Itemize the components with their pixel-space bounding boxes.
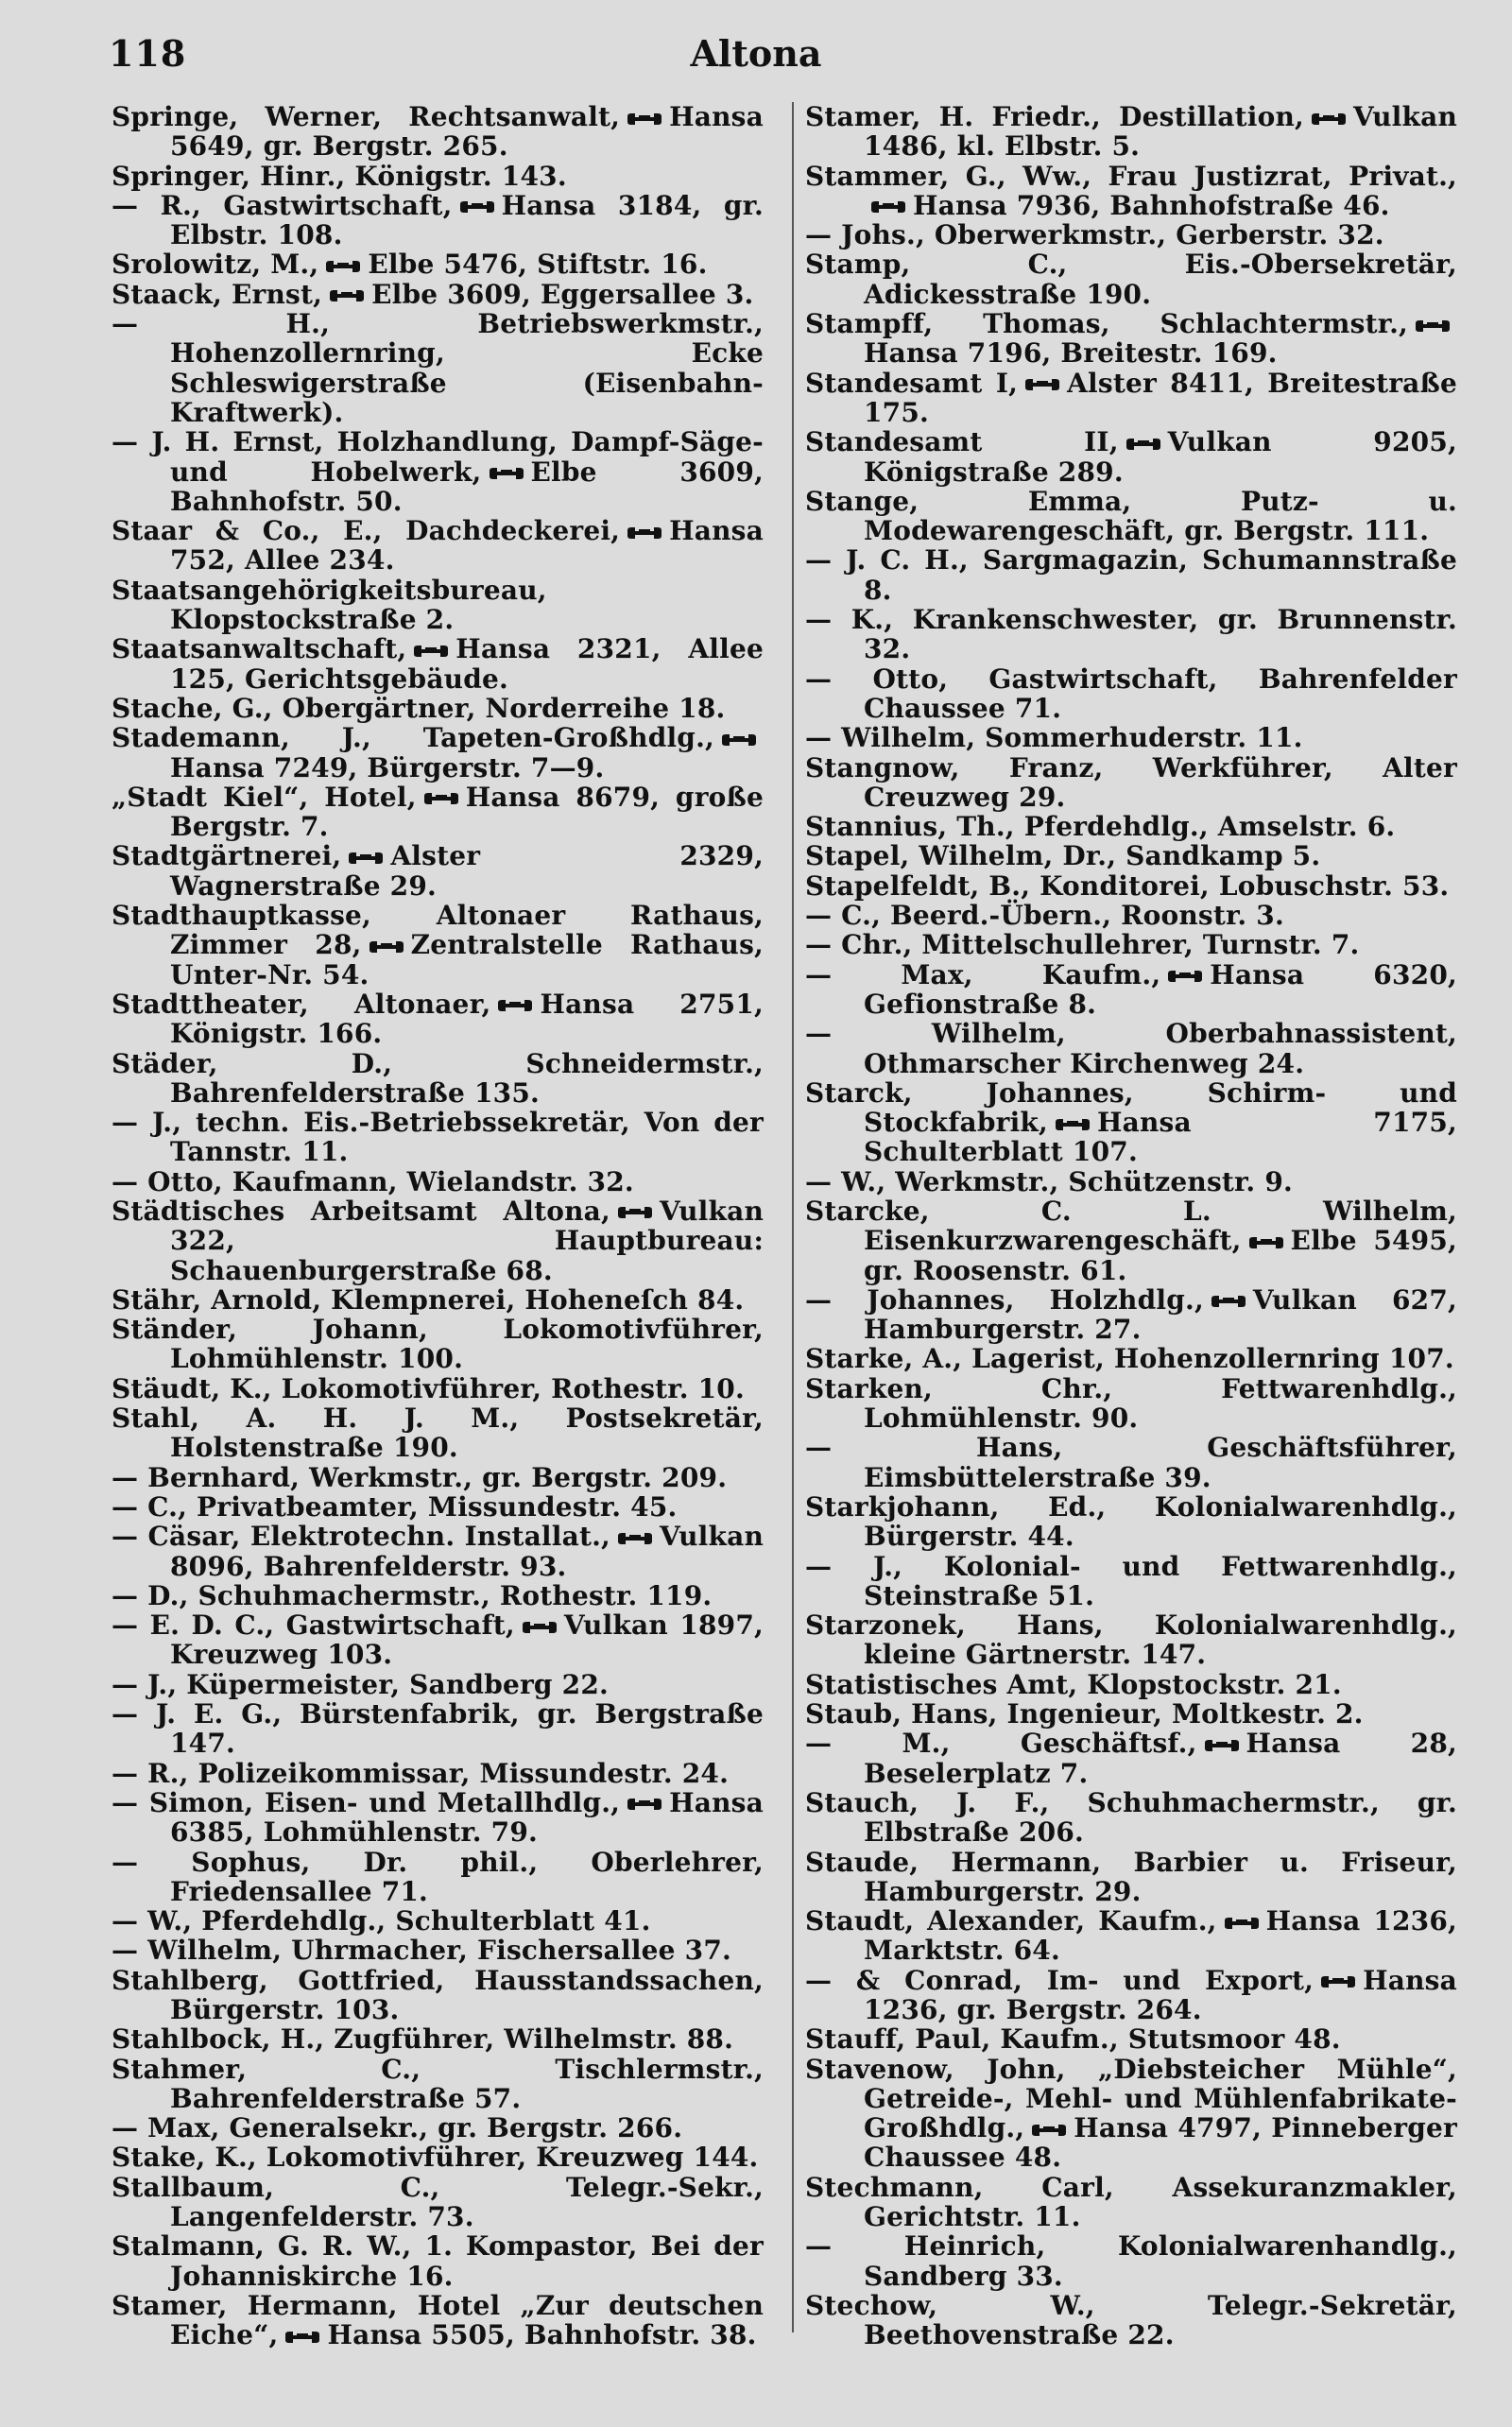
directory-entry: Springe, Werner, Rechtsanwalt, Hansa 5649, gr. Bergstr. 265.	[112, 101, 764, 163]
directory-entry: — J., Küpermeister, Sandberg 22.	[112, 1668, 609, 1700]
directory-entry: Stake, K., Lokomotivführer, Kreuzweg 144.	[112, 2142, 759, 2174]
telephone-icon	[1210, 1295, 1247, 1308]
directory-entry: — Max, Kaufm., Hansa 6320, Gefionstraße 8.	[805, 958, 1457, 1020]
directory-entry: — Sophus, Dr. phil., Oberlehrer, Friedensallee 71.	[112, 1846, 764, 1907]
telephone-icon	[1247, 1236, 1285, 1249]
telephone-icon	[616, 1532, 654, 1545]
directory-entry: — J., techn. Eis.-Betriebssekretär, Von der Tannstr. 11.	[112, 1107, 764, 1168]
telephone-icon	[1414, 319, 1452, 333]
directory-entry: Stapelfeldt, B., Konditorei, Lobuschstr. 53.	[805, 869, 1450, 902]
directory-entry: Stamp, C., Eis.-Obersekretär, Adickesstraße 190.	[805, 249, 1457, 310]
telephone-icon	[1125, 438, 1162, 451]
telephone-icon	[720, 733, 758, 747]
telephone-icon	[1166, 970, 1204, 983]
telephone-icon	[422, 792, 460, 805]
directory-entry: Stavenow, John, „Diebsteicher Mühle“, Getreide-, Mehl- und Mühlenfabrikate-Großhdlg., Hansa 4797, Pinneberger Chaussee 48.	[805, 2053, 1457, 2174]
left-column	[112, 102, 764, 2350]
telephone-icon	[616, 1206, 654, 1219]
directory-entry: — W., Werkmstr., Schützenstr. 9.	[805, 1165, 1293, 1197]
telephone-icon	[1310, 112, 1348, 126]
directory-entry: Städer, D., Schneidermstr., Bahrenfelderstraße 135.	[112, 1047, 764, 1109]
directory-entry: Staar & Co., E., Dachdeckerei, Hansa 752, Allee 234.	[112, 515, 764, 577]
telephone-icon	[869, 200, 907, 214]
directory-entry: — Max, Generalsekr., gr. Bergstr. 266.	[112, 2112, 683, 2144]
directory-entry: — Simon, Eisen- und Metallhdlg., Hansa 6385, Lohmühlenstr. 79.	[112, 1786, 764, 1849]
directory-entry: Stamer, Hermann, Hotel „Zur deutschen Eiche“, Hansa 5505, Bahnhofstr. 38.	[112, 2289, 764, 2351]
page-number: 118	[109, 32, 187, 75]
directory-entry: — Wilhelm, Oberbahnassistent, Othmarscher Kirchenweg 24.	[805, 1018, 1457, 1079]
directory-entry: — Johannes, Holzhdlg., Vulkan 627, Hamburgerstr. 27.	[805, 1283, 1457, 1346]
directory-entry: Standesamt I, Alster 8411, Breitestraße 175.	[805, 367, 1457, 428]
directory-entry: Starzonek, Hans, Kolonialwarenhdlg., kleine Gärtnerstr. 147.	[805, 1609, 1457, 1671]
directory-entry: Stähr, Arnold, Klempnerei, Hoheneſch 84.	[112, 1283, 745, 1316]
telephone-icon	[412, 645, 450, 658]
city-heading: Altona	[690, 32, 822, 75]
directory-entry: Stallbaum, C., Telegr.-Sekr., Langenfelderstr. 73.	[112, 2171, 764, 2233]
directory-entry: Stäudt, K., Lokomotivführer, Rothestr. 10.	[112, 1372, 745, 1404]
directory-entry: — Johs., Oberwerkmstr., Gerberstr. 32.	[805, 219, 1384, 251]
directory-entry: Starck, Johannes, Schirm- und Stockfabrik, Hansa 7175, Schulterblatt 107.	[805, 1076, 1457, 1168]
directory-entry: Stange, Emma, Putz- u. Modewarengeschäft, gr. Bergstr. 111.	[805, 485, 1457, 547]
directory-entry: Statistisches Amt, Klopstockstr. 21.	[805, 1668, 1342, 1700]
directory-entry: Springer, Hinr., Königstr. 143.	[112, 160, 567, 192]
directory-entry: Stampff, Thomas, Schlachtermstr.,Hansa 7196, Breitestr. 169.	[805, 309, 1457, 369]
directory-entry: Stadtgärtnerei, Alster 2329, Wagnerstraße 29.	[112, 840, 764, 902]
directory-entry: — J. C. H., Sargmagazin, Schumannstraße 8.	[805, 544, 1457, 606]
telephone-icon	[626, 1798, 663, 1811]
directory-entry: Stadthauptkasse, Altonaer Rathaus, Zimmer 28, Zentralstelle Rathaus, Unter-Nr. 54.	[112, 900, 765, 990]
directory-entry: Stamer, H. Friedr., Destillation, Vulkan 1486, kl. Elbstr. 5.	[805, 101, 1457, 163]
directory-entry: Staatsangehörigkeitsbureau, Klopstockstraße 2.	[112, 574, 547, 636]
telephone-icon	[626, 112, 663, 126]
directory-entry: — Wilhelm, Sommerhuderstr. 11.	[805, 722, 1303, 754]
directory-entry: Stadttheater, Altonaer, Hansa 2751, Königstr. 166.	[112, 988, 764, 1050]
directory-entry: Stangnow, Franz, Werkführer, Alter Creuzweg 29.	[805, 751, 1457, 813]
directory-entry: — H., Betriebswerkmstr., Hohenzollernring, Ecke Schleswigerstraße (Eisenbahn-Kraftwerk).	[112, 308, 764, 428]
directory-entry: Stauch, J. F., Schuhmachermstr., gr. Elbstraße 206.	[805, 1786, 1457, 1849]
telephone-icon	[368, 940, 405, 954]
directory-entry: — J. H. Ernst, Holzhandlung, Dampf-Säge- und Hobelwerk, Elbe 3609, Bahnhofstr. 50.	[112, 426, 764, 517]
directory-entry: Stademann, J., Tapeten-Großhdlg.,Hansa 7249, Bürgerstr. 7—9.	[112, 723, 764, 783]
telephone-icon	[488, 467, 525, 480]
page-header	[0, 32, 1512, 89]
directory-entry: — M., Geschäftsf., Hansa 28, Beselerplatz 7.	[805, 1728, 1457, 1789]
directory-entry: Ständer, Johann, Lokomotivführer, Lohmühlenstr. 100.	[112, 1314, 764, 1375]
telephone-icon	[284, 2331, 321, 2344]
directory-entry: — D., Schuhmachermstr., Rothestr. 119.	[112, 1579, 713, 1611]
directory-entry: Starkjohann, Ed., Kolonialwarenhdlg., Bürgerstr. 44.	[805, 1490, 1457, 1553]
directory-entry: — Chr., Mittelschullehrer, Turnstr. 7.	[805, 929, 1360, 961]
directory-entry: — E. D. C., Gastwirtschaft, Vulkan 1897, Kreuzweg 103.	[112, 1609, 764, 1671]
telephone-icon	[1319, 1975, 1357, 1988]
directory-entry: — & Conrad, Im- und Export, Hansa 1236, gr. Bergstr. 264.	[805, 1964, 1457, 2025]
directory-entry: Stalmann, G. R. W., 1. Kompastor, Bei der Johanniskirche 16.	[112, 2230, 764, 2292]
directory-entry: Stahlbock, H., Zugführer, Wilhelmstr. 88.	[112, 2023, 734, 2056]
telephone-icon	[324, 260, 362, 273]
directory-entry: Stahmer, C., Tischlermstr., Bahrenfelderstraße 57.	[112, 2053, 764, 2114]
telephone-icon	[521, 1621, 558, 1634]
directory-entry: — W., Pferdehdlg., Schulterblatt 41.	[112, 1905, 651, 1937]
directory-entry: — Otto, Gastwirtschaft, Bahrenfelder Chaussee 71.	[805, 663, 1457, 724]
directory-entry: Starcke, C. L. Wilhelm, Eisenkurzwarengeschäft, Elbe 5495, gr. Roosenstr. 61.	[805, 1195, 1457, 1286]
telephone-icon	[626, 526, 663, 540]
directory-entry: Stammer, G., Ww., Frau Justizrat, Privat.,Hansa 7936, Bahnhofstraße 46.	[805, 160, 1457, 221]
directory-entry: — Otto, Kaufmann, Wielandstr. 32.	[112, 1165, 634, 1197]
directory-entry: — Hans, Geschäftsführer, Eimsbüttelerstraße 39.	[805, 1432, 1457, 1493]
directory-entry: Stannius, Th., Pferdehdlg., Amselstr. 6.	[805, 811, 1396, 843]
directory-entry: Städtisches Arbeitsamt Altona, Vulkan 322, Hauptbureau: Schauenburgerstraße 68.	[112, 1195, 764, 1286]
directory-entry: — J., Kolonial- und Fettwarenhdlg., Steinstraße 51.	[805, 1550, 1457, 1611]
directory-entry: Staude, Hermann, Barbier u. Friseur, Hamburgerstr. 29.	[805, 1846, 1457, 1907]
directory-entry: Staub, Hans, Ingenieur, Moltkestr. 2.	[805, 1698, 1364, 1730]
directory-entry: — Bernhard, Werkmstr., gr. Bergstr. 209.	[112, 1461, 728, 1493]
directory-entry: Srolowitz, M., Elbe 5476, Stiftstr. 16.	[112, 249, 708, 281]
directory-entry: Stechow, W., Telegr.-Sekretär, Beethovenstraße 22.	[805, 2289, 1457, 2351]
directory-entry: — Cäsar, Elektrotechn. Installat., Vulkan 8096, Bahrenfelderstr. 93.	[112, 1521, 764, 1582]
directory-entry: — R., Gastwirtschaft, Hansa 3184, gr. Elbstr. 108.	[112, 189, 764, 251]
directory-entry: Starken, Chr., Fettwarenhdlg., Lohmühlenstr. 90.	[805, 1372, 1457, 1435]
directory-entry: — R., Polizeikommissar, Missundestr. 24.	[112, 1757, 730, 1789]
directory-entry: — J. E. G., Bürstenfabrik, gr. Bergstraße 147.	[112, 1698, 764, 1760]
telephone-icon	[1054, 1118, 1091, 1131]
directory-entry: — C., Beerd.-Übern., Roonstr. 3.	[805, 900, 1284, 932]
right-column	[805, 102, 1457, 2350]
directory-entry: Stache, G., Obergärtner, Norderreihe 18.	[112, 692, 726, 724]
telephone-icon	[1223, 1917, 1261, 1930]
directory-entry: Staudt, Alexander, Kaufm., Hansa 1236, Marktstr. 64.	[805, 1905, 1457, 1967]
directory-entry: Stauff, Paul, Kaufm., Stutsmoor 48.	[805, 2023, 1341, 2056]
directory-entry: — Wilhelm, Uhrmacher, Fischersallee 37.	[112, 1935, 731, 1967]
directory-entry: Staatsanwaltschaft, Hansa 2321, Allee 125, Gerichtsgebäude.	[112, 633, 764, 695]
directory-entry: Stechmann, Carl, Assekuranzmakler, Gerichtstr. 11.	[805, 2171, 1457, 2233]
column-divider	[792, 102, 794, 2332]
directory-entry: Stahl, A. H. J. M., Postsekretär, Holstenstraße 190.	[112, 1403, 764, 1464]
directory-entry: „Stadt Kiel“, Hotel, Hansa 8679, große Bergstr. 7.	[112, 781, 765, 843]
telephone-icon	[458, 200, 496, 214]
telephone-icon	[1023, 378, 1061, 391]
directory-entry: Staack, Ernst, Elbe 3609, Eggersallee 3.	[112, 278, 754, 310]
directory-entry: Stahlberg, Gottfried, Hausstandssachen, Bürgerstr. 103.	[112, 1964, 764, 2025]
directory-entry: Standesamt II, Vulkan 9205, Königstraße 289.	[805, 426, 1457, 488]
directory-entry: Stapel, Wilhelm, Dr., Sandkamp 5.	[805, 840, 1321, 872]
directory-entry: — C., Privatbeamter, Missundestr. 45.	[112, 1490, 678, 1523]
directory-entry: Starke, A., Lagerist, Hohenzollernring 107.	[805, 1343, 1454, 1375]
telephone-icon	[328, 289, 366, 302]
directory-entry: — K., Krankenschwester, gr. Brunnenstr. 32.	[805, 604, 1457, 665]
telephone-icon	[347, 852, 385, 865]
telephone-icon	[496, 999, 534, 1012]
telephone-icon	[1203, 1739, 1241, 1752]
directory-entry: — Heinrich, Kolonialwarenhandlg., Sandberg 33.	[805, 2230, 1457, 2292]
telephone-icon	[1030, 2124, 1068, 2137]
